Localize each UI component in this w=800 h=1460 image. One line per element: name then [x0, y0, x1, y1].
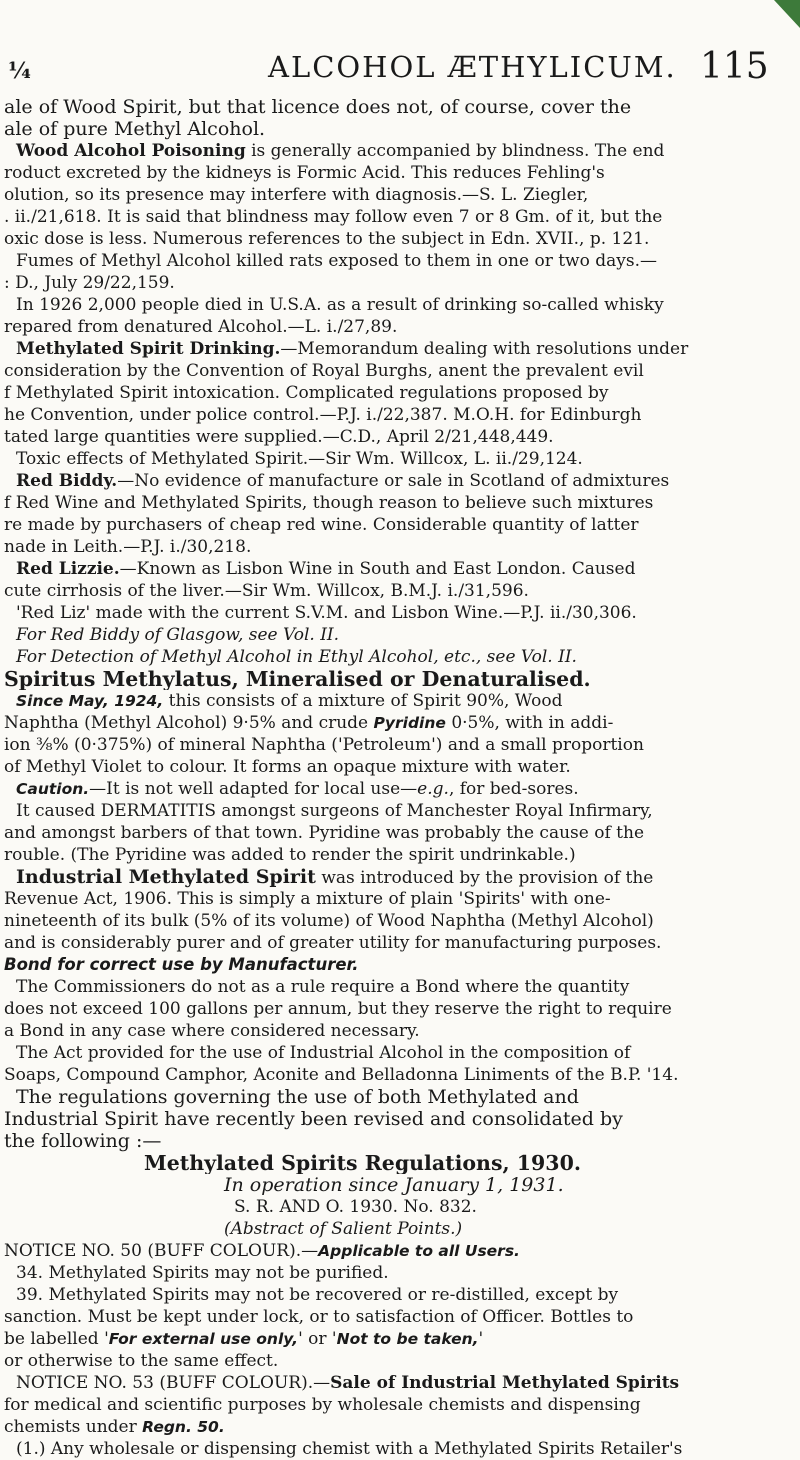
text-line: ale of Wood Spirit, but that licence does not, of course, cover the [4, 96, 632, 118]
text-line: Toxic effects of Methylated Spirit.—Sir Wm. Willcox, L. ii./29,124. [16, 449, 583, 469]
running-title: ALCOHOL ÆTHYLICUM. [268, 50, 677, 84]
notice-line: NOTICE NO. 53 (BUFF COLOUR).—Sale of Industrial Methylated Spirits [16, 1373, 680, 1393]
section-heading: Bond for correct use by Manufacturer. [4, 955, 359, 974]
text-line: The Commissioners do not as a rule require a Bond where the quantity [16, 977, 630, 997]
page-text [4, 96, 792, 1460]
text-line: be labelled 'For external use only,' or 'Not to be taken,' [4, 1329, 484, 1349]
section-heading: Spiritus Methylatus, Mineralised or Denaturalised. [4, 668, 591, 690]
text-line: . ii./21,618. It is said that blindness may follow even 7 or 8 Gm. of it, but the [4, 207, 663, 227]
text-line: Industrial Methylated Spirit was introduced by the provision of the [16, 866, 654, 888]
text-line: Revenue Act, 1906. This is simply a mixture of plain 'Spirits' with one- [4, 889, 611, 909]
text-line: Red Lizzie.—Known as Lisbon Wine in South and East London. Caused [16, 559, 636, 579]
text-line: rouble. (The Pyridine was added to render the spirit undrinkable.) [4, 845, 576, 865]
entry-heading: Red Lizzie. [16, 559, 120, 579]
text-line: re made by purchasers of cheap red wine. Considerable quantity of latter [4, 515, 639, 535]
text-line: S. R. AND O. 1930. No. 832. [234, 1197, 477, 1217]
running-header [0, 40, 800, 87]
text-line: The regulations governing the use of both Methylated and [16, 1086, 579, 1108]
text-line: does not exceed 100 gallons per annum, but they reserve the right to require [4, 999, 672, 1019]
text-line: and is considerably purer and of greater utility for manufacturing purposes. [4, 933, 662, 953]
entry-heading: Wood Alcohol Poisoning [16, 141, 246, 161]
text-line: cute cirrhosis of the liver.—Sir Wm. Willcox, B.M.J. i./31,596. [4, 581, 529, 601]
notice-line: NOTICE NO. 50 (BUFF COLOUR).—Applicable to all Users. [4, 1241, 520, 1261]
header-mark: ¼ [8, 58, 31, 84]
text-line: 'Red Liz' made with the current S.V.M. and Lisbon Wine.—P.J. ii./30,306. [16, 603, 637, 623]
text-line: Fumes of Methyl Alcohol killed rats exposed to them in one or two days.— [16, 251, 657, 271]
text-line: Since May, 1924, this consists of a mixture of Spirit 90%, Wood [16, 691, 563, 711]
text-line: Soaps, Compound Camphor, Aconite and Belladonna Liniments of the B.P. '14. [4, 1065, 679, 1085]
text-line: oxic dose is less. Numerous references to the subject in Edn. XVII., p. 121. [4, 229, 650, 249]
text-line: Methylated Spirit Drinking.—Memorandum dealing with resolutions under [16, 339, 689, 359]
text-line: chemists under Regn. 50. [4, 1417, 225, 1437]
entry-heading: Red Biddy. [16, 471, 118, 491]
text-line: (1.) Any wholesale or dispensing chemist with a Methylated Spirits Retailer's [16, 1439, 683, 1459]
text-line: Caution.—It is not well adapted for local use—e.g., for bed-sores. [16, 779, 579, 799]
text-line: Naphtha (Methyl Alcohol) 9·5% and crude Pyridine 0·5%, with in addi- [4, 713, 614, 733]
text-line: f Methylated Spirit intoxication. Complicated regulations proposed by [4, 383, 609, 403]
text-line: Red Biddy.—No evidence of manufacture or sale in Scotland of admixtures [16, 471, 670, 491]
text-line: the following :— [4, 1130, 162, 1152]
text-line: ale of pure Methyl Alcohol. [4, 118, 266, 140]
text-line: (Abstract of Salient Points.) [224, 1219, 463, 1239]
text-line: for medical and scientific purposes by wholesale chemists and dispensing [4, 1395, 641, 1415]
text-line: nade in Leith.—P.J. i./30,218. [4, 537, 252, 557]
text-line: 34. Methylated Spirits may not be purified. [16, 1263, 389, 1283]
text-line: In 1926 2,000 people died in U.S.A. as a result of drinking so-called whisky [16, 295, 664, 315]
text-line: he Convention, under police control.—P.J. i./22,387. M.O.H. for Edinburgh [4, 405, 642, 425]
cross-reference: For Detection of Methyl Alcohol in Ethyl Alcohol, etc., see Vol. II. [16, 647, 577, 667]
text-line: consideration by the Convention of Royal Burghs, anent the prevalent evil [4, 361, 644, 381]
text-line: olution, so its presence may interfere with diagnosis.—S. L. Ziegler, [4, 185, 589, 205]
text-line: tated large quantities were supplied.—C.D., April 2/21,448,449. [4, 427, 554, 447]
text-line: repared from denatured Alcohol.—L. i./27,89. [4, 317, 398, 337]
text-line: Wood Alcohol Poisoning is generally accompanied by blindness. The end [16, 141, 665, 161]
page-number: 115 [700, 46, 769, 87]
text-line: ion ⅜% (0·375%) of mineral Naphtha ('Petroleum') and a small proportion [4, 735, 644, 755]
page-corner-fold [760, 0, 800, 28]
section-heading: Industrial Methylated Spirit [16, 866, 316, 888]
text-line: Industrial Spirit have recently been revised and consolidated by [4, 1108, 623, 1130]
text-line: The Act provided for the use of Industrial Alcohol in the composition of [16, 1043, 631, 1063]
text-line: roduct excreted by the kidneys is Formic Acid. This reduces Fehling's [4, 163, 605, 183]
text-line: : D., July 29/22,159. [4, 273, 175, 293]
text-line: sanction. Must be kept under lock, or to satisfaction of Officer. Bottles to [4, 1307, 634, 1327]
text-line: a Bond in any case where considered necessary. [4, 1021, 420, 1041]
text-line: 39. Methylated Spirits may not be recovered or re-distilled, except by [16, 1285, 619, 1305]
regulations-heading: Methylated Spirits Regulations, 1930. [144, 1152, 581, 1174]
text-line: In operation since January 1, 1931. [224, 1174, 564, 1196]
text-line: or otherwise to the same effect. [4, 1351, 279, 1371]
entry-heading: Methylated Spirit Drinking. [16, 339, 281, 359]
cross-reference: For Red Biddy of Glasgow, see Vol. II. [16, 625, 340, 645]
text-line: nineteenth of its bulk (5% of its volume) of Wood Naphtha (Methyl Alcohol) [4, 911, 654, 931]
text-line: f Red Wine and Methylated Spirits, though reason to believe such mixtures [4, 493, 654, 513]
text-line: of Methyl Violet to colour. It forms an opaque mixture with water. [4, 757, 571, 777]
text-line: and amongst barbers of that town. Pyridine was probably the cause of the [4, 823, 644, 843]
text-line: It caused DERMATITIS amongst surgeons of Manchester Royal Infirmary, [16, 801, 653, 821]
